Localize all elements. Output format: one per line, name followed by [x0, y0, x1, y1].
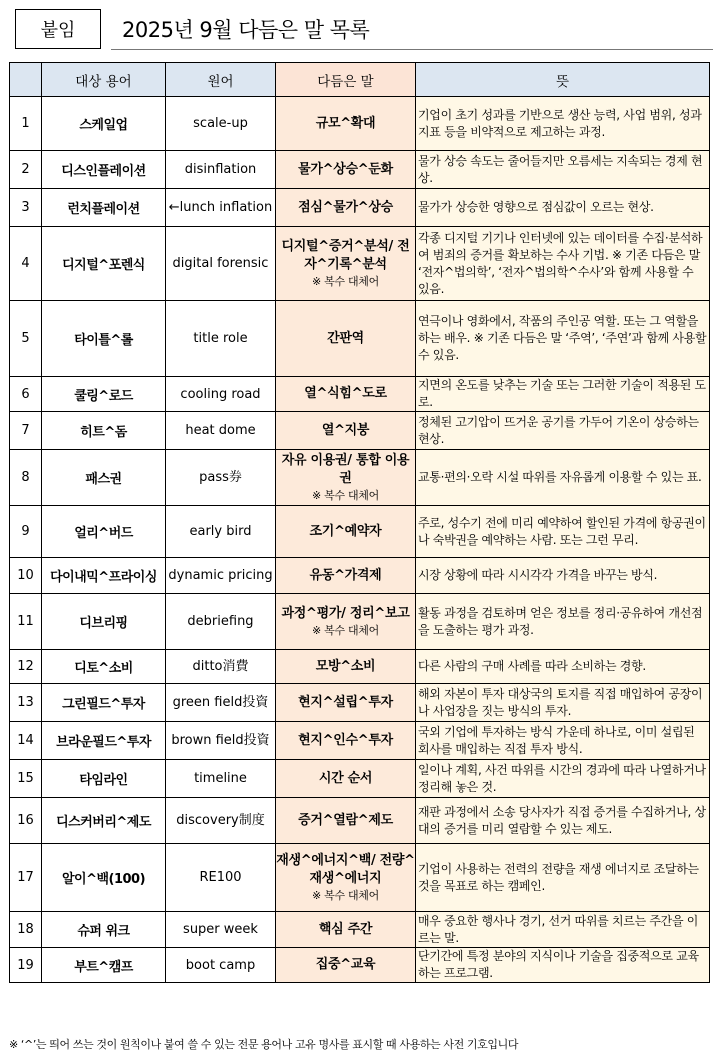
- table-row: [10, 594, 710, 650]
- target-term-cell: 런치플레이션: [42, 189, 166, 227]
- target-term-cell: 얼리^버드: [42, 506, 166, 558]
- refined-word-text: 현지^인수^투자: [298, 732, 393, 748]
- column-header-refined: 다듬은 말: [276, 63, 416, 97]
- refined-word-cell: [276, 450, 416, 506]
- multiple-alternatives-note: ※ 복수 대체어: [312, 889, 379, 902]
- refined-word-cell: [276, 594, 416, 650]
- meaning-cell: 기업이 사용하는 전력의 전량을 재생 에너지로 조달하는 것을 목표로 하는 캠페인.: [416, 844, 710, 912]
- column-header-original: 원어: [166, 63, 276, 97]
- meaning-cell: 지면의 온도를 낮추는 기술 또는 그러한 기술이 적용된 도로.: [416, 377, 710, 412]
- row-number-cell: 8: [10, 450, 42, 506]
- target-term-cell: 디스인플레이션: [42, 151, 166, 189]
- meaning-cell: 기업이 초기 성과를 기반으로 생산 능력, 사업 범위, 성과 지표 등을 비약적으로 제고하는 과정.: [416, 97, 710, 151]
- table-row: [10, 97, 710, 151]
- target-term-cell: 쿨링^로드: [42, 377, 166, 412]
- multiple-alternatives-note: ※ 복수 대체어: [312, 275, 379, 288]
- meaning-cell: 각종 디지털 기기나 인터넷에 있는 데이터를 수집·분석하여 범죄의 증거를 확보하는 수사 기법. ※ 기존 다듬은 말 ‘전자^법의학’, ‘전자^법의학^수사’와 함께 사용할 수 있음.: [416, 227, 710, 301]
- footnote: ※ ‘^’는 띄어 쓰는 것이 원칙이나 붙여 쓸 수 있는 전문 용어나 고유 명사를 표시할 때 사용하는 사전 기호입니다: [9, 1038, 519, 1051]
- row-number-cell: 17: [10, 844, 42, 912]
- target-term-cell: 알이^백(100): [42, 844, 166, 912]
- row-number-cell: 5: [10, 301, 42, 377]
- refined-word-text: 증거^열람^제도: [298, 812, 393, 828]
- meaning-cell: 국외 기업에 투자하는 방식 가운데 하나로, 이미 설립된 회사를 매입하는 직접 투자 방식.: [416, 722, 710, 760]
- row-number-cell: 2: [10, 151, 42, 189]
- refined-word-cell: [276, 97, 416, 151]
- row-number-cell: 13: [10, 684, 42, 722]
- refined-word-text: 열^식힘^도로: [304, 386, 387, 401]
- refined-word-text: 디지털^증거^분석/ 전자^기록^분석: [281, 239, 410, 272]
- meaning-cell: 해외 자본이 투자 대상국의 토지를 직접 매입하여 공장이나 사업장을 짓는 방식의 투자.: [416, 684, 710, 722]
- refined-word-text: 핵심 주간: [318, 921, 373, 937]
- refined-word-text: 모방^소비: [315, 658, 376, 674]
- refined-word-cell: [276, 412, 416, 450]
- refined-word-text: 자유 이용권/ 통합 이용권: [281, 453, 410, 486]
- original-word-cell: green field投資: [166, 684, 276, 722]
- target-term-cell: 디토^소비: [42, 650, 166, 684]
- row-number-cell: 18: [10, 912, 42, 948]
- meaning-cell: 일이나 계획, 사건 따위를 시간의 경과에 따라 나열하거나 정리해 놓은 것.: [416, 760, 710, 798]
- refined-word-cell: [276, 912, 416, 948]
- refined-word-text: 규모^확대: [315, 115, 376, 131]
- original-word-cell: title role: [166, 301, 276, 377]
- meaning-cell: 활동 과정을 검토하며 얻은 정보를 정리·공유하여 개선점을 도출하는 평가 과정.: [416, 594, 710, 650]
- refined-word-text: 조기^예약자: [309, 523, 382, 539]
- refined-word-text: 현지^설립^투자: [298, 694, 393, 710]
- target-term-cell: 부트^캠프: [42, 948, 166, 983]
- row-number-cell: 14: [10, 722, 42, 760]
- target-term-cell: 타임라인: [42, 760, 166, 798]
- table-row: [10, 301, 710, 377]
- meaning-cell: 매우 중요한 행사나 경기, 선거 따위를 치르는 주간을 이르는 말.: [416, 912, 710, 948]
- original-word-cell: discovery制度: [166, 798, 276, 844]
- refined-word-text: 집중^교육: [315, 957, 376, 972]
- meaning-cell: 물가가 상승한 영향으로 점심값이 오르는 현상.: [416, 189, 710, 227]
- target-term-cell: 패스권: [42, 450, 166, 506]
- column-header-number: [10, 63, 42, 97]
- row-number-cell: 19: [10, 948, 42, 983]
- column-header-meaning: 뜻: [416, 63, 710, 97]
- title-underline: [111, 49, 713, 50]
- row-number-cell: 1: [10, 97, 42, 151]
- target-term-cell: 다이내믹^프라이싱: [42, 558, 166, 594]
- refined-word-cell: [276, 151, 416, 189]
- refined-word-text: 재생^에너지^백/ 전량^재생^에너지: [276, 853, 415, 886]
- meaning-cell: 정체된 고기압이 뜨거운 공기를 가두어 기온이 상승하는 현상.: [416, 412, 710, 450]
- refined-word-cell: [276, 760, 416, 798]
- table-row: [10, 912, 710, 948]
- refined-words-table: [9, 62, 710, 983]
- table-row: [10, 377, 710, 412]
- row-number-cell: 10: [10, 558, 42, 594]
- refined-word-text: 유동^가격제: [309, 567, 382, 583]
- table-row: [10, 412, 710, 450]
- original-word-cell: pass券: [166, 450, 276, 506]
- table-row: [10, 189, 710, 227]
- refined-word-cell: [276, 506, 416, 558]
- table-row: [10, 558, 710, 594]
- table-row: [10, 650, 710, 684]
- refined-word-text: 시간 순서: [318, 770, 373, 786]
- column-header-term: 대상 용어: [42, 63, 166, 97]
- multiple-alternatives-note: ※ 복수 대체어: [312, 624, 379, 637]
- page-title: 2025년 9월 다듬은 말 목록: [122, 18, 370, 42]
- refined-word-cell: [276, 844, 416, 912]
- row-number-cell: 4: [10, 227, 42, 301]
- original-word-cell: debriefing: [166, 594, 276, 650]
- row-number-cell: 16: [10, 798, 42, 844]
- refined-word-text: 물가^상승^둔화: [298, 161, 393, 177]
- original-word-cell: disinflation: [166, 151, 276, 189]
- refined-word-cell: [276, 227, 416, 301]
- original-word-cell: boot camp: [166, 948, 276, 983]
- row-number-cell: 9: [10, 506, 42, 558]
- target-term-cell: 디지털^포렌식: [42, 227, 166, 301]
- refined-word-cell: [276, 684, 416, 722]
- refined-word-cell: [276, 948, 416, 983]
- target-term-cell: 디스커버리^제도: [42, 798, 166, 844]
- meaning-cell: 단기간에 특정 분야의 지식이나 기술을 집중적으로 교육하는 프로그램.: [416, 948, 710, 983]
- meaning-cell: 시장 상황에 따라 시시각각 가격을 바꾸는 방식.: [416, 558, 710, 594]
- table-row: [10, 760, 710, 798]
- refined-word-text: 열^지붕: [321, 422, 370, 438]
- table-row: [10, 798, 710, 844]
- original-word-cell: RE100: [166, 844, 276, 912]
- refined-word-cell: [276, 301, 416, 377]
- meaning-cell: 물가 상승 속도는 줄어들지만 오름세는 지속되는 경제 현상.: [416, 151, 710, 189]
- target-term-cell: 디브리핑: [42, 594, 166, 650]
- refined-word-cell: [276, 377, 416, 412]
- meaning-cell: 교통·편의·오락 시설 따위를 자유롭게 이용할 수 있는 표.: [416, 450, 710, 506]
- refined-word-text: 점심^물가^상승: [298, 199, 393, 215]
- original-word-cell: heat dome: [166, 412, 276, 450]
- original-word-cell: ditto消費: [166, 650, 276, 684]
- row-number-cell: 11: [10, 594, 42, 650]
- table-row: [10, 151, 710, 189]
- table-row: [10, 506, 710, 558]
- meaning-cell: 주로, 성수기 전에 미리 예약하여 할인된 가격에 항공권이나 숙박권을 예약하는 사람. 또는 그런 무리.: [416, 506, 710, 558]
- refined-word-text: 간판역: [327, 330, 364, 346]
- original-word-cell: digital forensic: [166, 227, 276, 301]
- table-row: [10, 722, 710, 760]
- row-number-cell: 7: [10, 412, 42, 450]
- original-word-cell: ←lunch inflation: [166, 189, 276, 227]
- original-word-cell: cooling road: [166, 377, 276, 412]
- target-term-cell: 브라운필드^투자: [42, 722, 166, 760]
- target-term-cell: 타이틀^롤: [42, 301, 166, 377]
- target-term-cell: 슈퍼 위크: [42, 912, 166, 948]
- meaning-cell: 연극이나 영화에서, 작품의 주인공 역할. 또는 그 역할을 하는 배우. ※ 기존 다듬은 말 ‘주역’, ‘주연’과 함께 사용할 수 있음.: [416, 301, 710, 377]
- refined-word-cell: [276, 722, 416, 760]
- original-word-cell: timeline: [166, 760, 276, 798]
- row-number-cell: 15: [10, 760, 42, 798]
- target-term-cell: 히트^돔: [42, 412, 166, 450]
- target-term-cell: 스케일업: [42, 97, 166, 151]
- table-header-row: [10, 63, 710, 97]
- original-word-cell: dynamic pricing: [166, 558, 276, 594]
- table-row: [10, 227, 710, 301]
- refined-word-cell: [276, 558, 416, 594]
- original-word-cell: early bird: [166, 506, 276, 558]
- row-number-cell: 3: [10, 189, 42, 227]
- original-word-cell: brown field投資: [166, 722, 276, 760]
- original-word-cell: scale-up: [166, 97, 276, 151]
- refined-word-cell: [276, 798, 416, 844]
- refined-word-text: 과정^평가/ 정리^보고: [281, 606, 410, 621]
- row-number-cell: 12: [10, 650, 42, 684]
- table-row: [10, 844, 710, 912]
- target-term-cell: 그린필드^투자: [42, 684, 166, 722]
- table-row: [10, 684, 710, 722]
- meaning-cell: 다른 사람의 구매 사례를 따라 소비하는 경향.: [416, 650, 710, 684]
- multiple-alternatives-note: ※ 복수 대체어: [312, 489, 379, 502]
- table-row: [10, 948, 710, 983]
- row-number-cell: 6: [10, 377, 42, 412]
- refined-word-cell: [276, 650, 416, 684]
- attachment-badge: 붙임: [15, 9, 101, 49]
- refined-word-cell: [276, 189, 416, 227]
- original-word-cell: super week: [166, 912, 276, 948]
- meaning-cell: 재판 과정에서 소송 당사자가 직접 증거를 수집하거나, 상대의 증거를 미리 열람할 수 있는 제도.: [416, 798, 710, 844]
- table-row: [10, 450, 710, 506]
